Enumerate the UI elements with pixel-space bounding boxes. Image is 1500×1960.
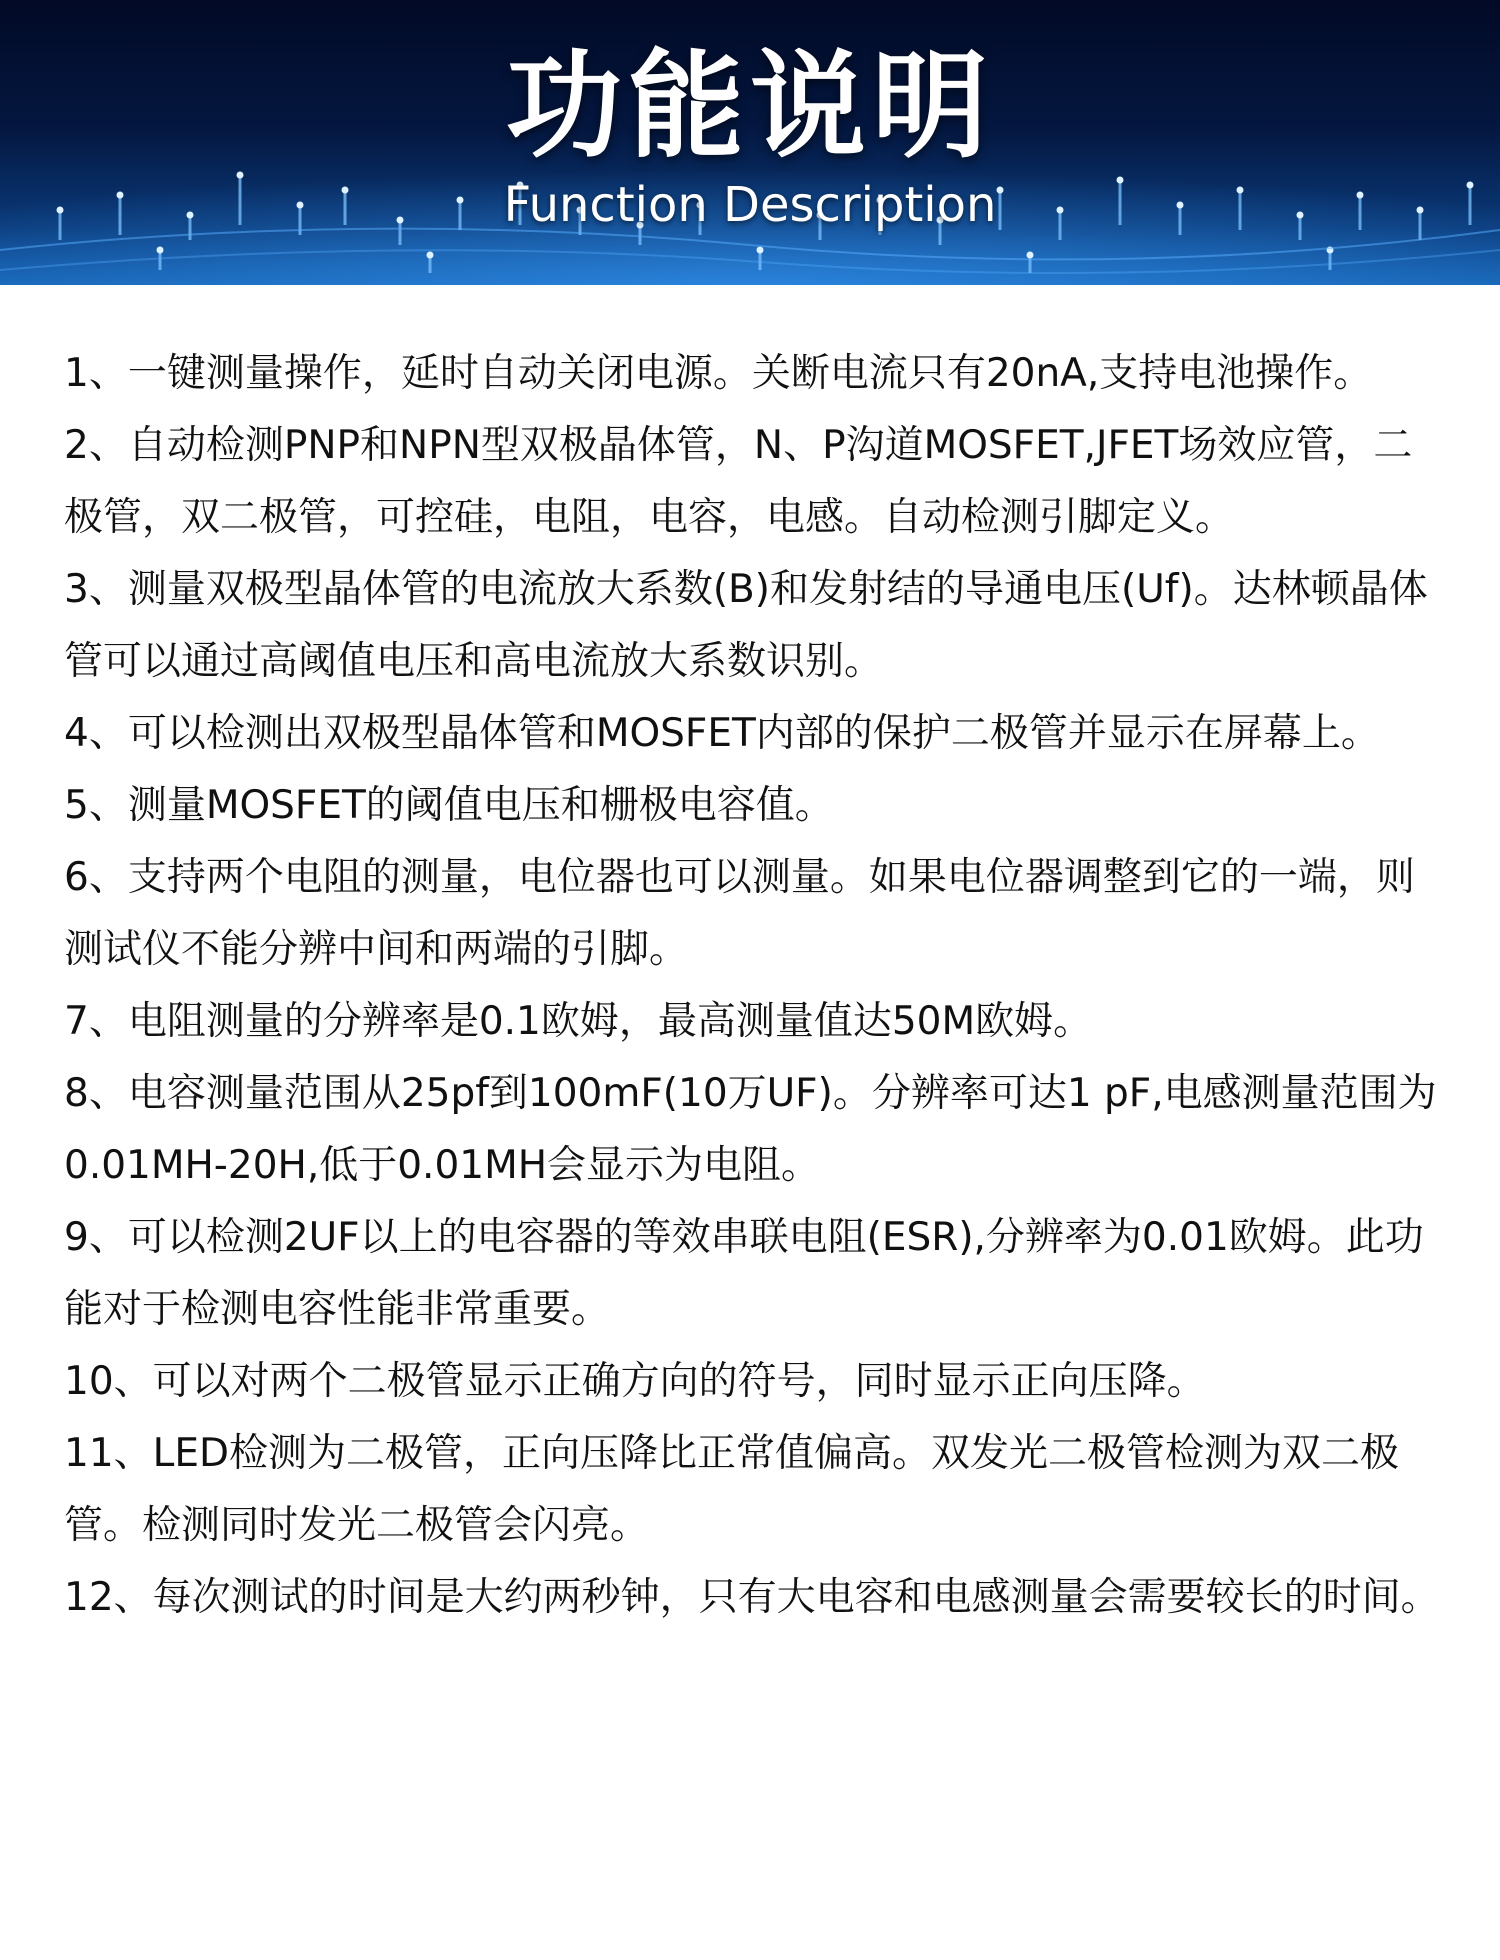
list-item: 3、测量双极型晶体管的电流放大系数(B)和发射结的导通电压(Uf)。达林顿晶体管可以通过高阈值电压和高电流放大系数识别。: [64, 567, 1428, 684]
list-item: 6、支持两个电阻的测量，电位器也可以测量。如果电位器调整到它的一端，则测试仪不能分辨中间和两端的引脚。: [64, 855, 1415, 972]
list-item: 8、电容测量范围从25pf到100mF(10万UF)。分辨率可达1 pF,电感测量范围为0.01MH-20H,低于0.01MH会显示为电阻。: [64, 1071, 1437, 1188]
list-item: 9、可以检测2UF以上的电容器的等效串联电阻(ESR),分辨率为0.01欧姆。此功能对于检测电容性能非常重要。: [64, 1215, 1424, 1332]
page-subtitle: Function Description: [503, 177, 997, 233]
light-pin-head: [1027, 252, 1034, 259]
list-item: 11、LED检测为二极管，正向压降比正常值偏高。双发光二极管检测为双二极管。检测同时发光二极管会闪亮。: [64, 1431, 1400, 1548]
list-item: 4、可以检测出双极型晶体管和MOSFET内部的保护二极管并显示在屏幕上。: [64, 711, 1380, 756]
page-title: 功能说明: [506, 39, 994, 174]
light-pin-head: [427, 252, 434, 259]
list-item: 7、电阻测量的分辨率是0.1欧姆，最高测量值达50M欧姆。: [64, 999, 1093, 1044]
list-item: 2、自动检测PNP和NPN型双极晶体管，N、P沟道MOSFET,JFET场效应管，二极管，双二极管，可控硅，电阻，电容，电感。自动检测引脚定义。: [64, 423, 1413, 540]
list-item: 1、一键测量操作，延时自动关闭电源。关断电流只有20nA,支持电池操作。: [64, 351, 1373, 396]
list-item: 10、可以对两个二极管显示正确方向的符号，同时显示正向压降。: [64, 1359, 1206, 1404]
light-pin-head: [157, 247, 164, 254]
list-item: 5、测量MOSFET的阈值电压和栅极电容值。: [64, 783, 834, 828]
feature-list: [64, 338, 1444, 1634]
header-banner: [0, 0, 1500, 285]
light-pin-head: [757, 247, 764, 254]
list-item: 12、每次测试的时间是大约两秒钟，只有大电容和电感测量会需要较长的时间。: [64, 1575, 1440, 1620]
